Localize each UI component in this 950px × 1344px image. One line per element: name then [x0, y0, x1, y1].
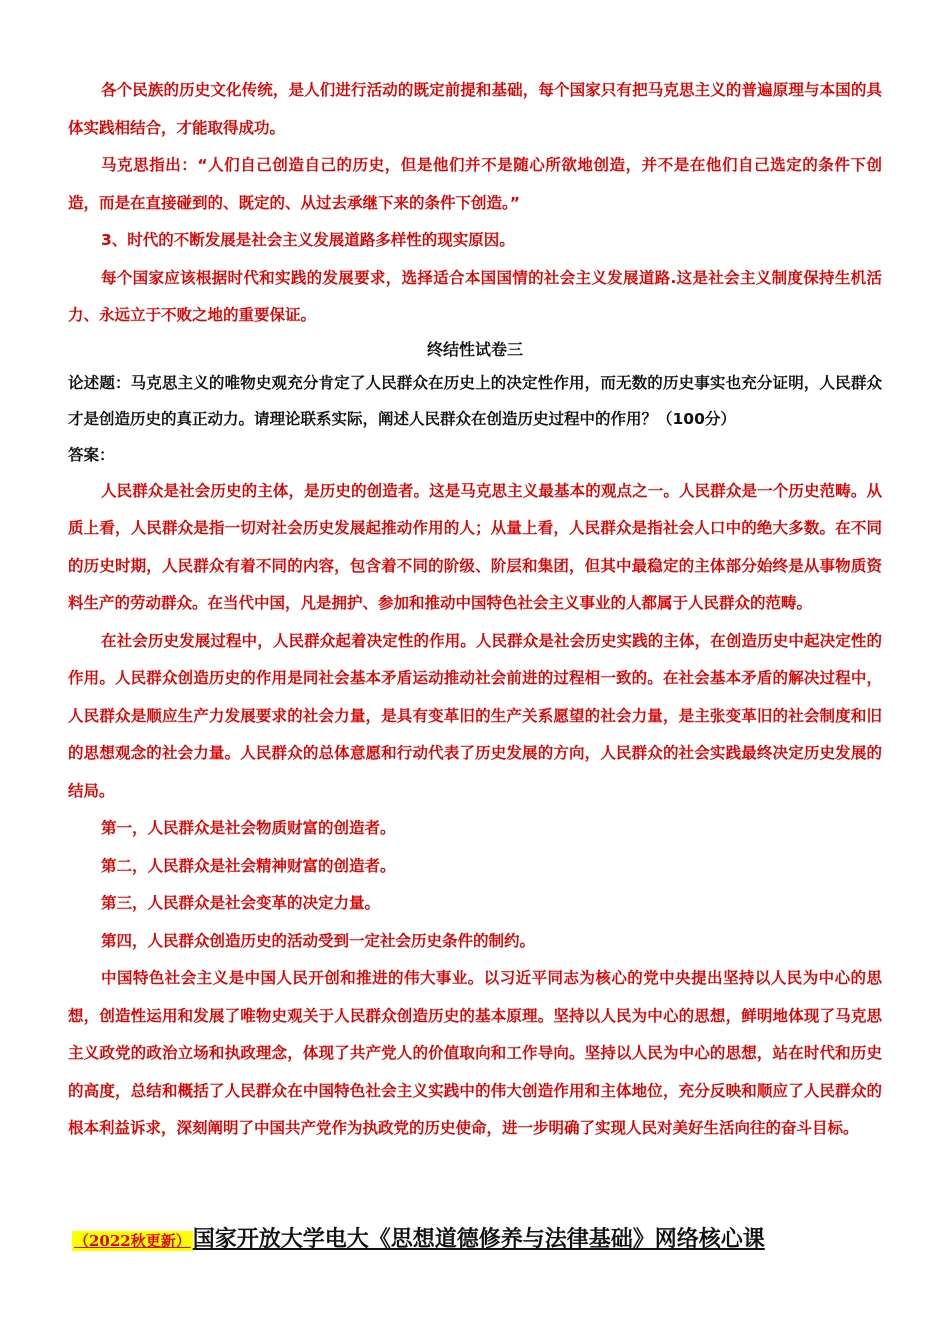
answer-point-3: 第三，人民群众是社会变革的决定力量。 [101, 894, 381, 912]
update-tag: （2022秋更新） [74, 1232, 191, 1250]
answer-label: 答案： [68, 445, 115, 464]
answer-paragraph-decisive-role: 在社会历史发展过程中，人民群众起着决定性的作用。人民群众是社会历史实践的主体，在创造历史中起决定性的作用。人民群众创造历史的作用是同社会基本矛盾运动推动社会前进的过程相一致的。在社会基本矛盾的解决过程中，人民群众是顺应生产力发展要求的社会力量，是具有变革旧的生产关系愿望的社会力量，是主张变革旧的社会制度和旧的思想观念的社会力量。人民群众的总体意愿和行动代表了历史发展的方向，人民群众的社会实践最终决定历史发展的结局。 [68, 631, 882, 800]
paragraph-point-3: 3、时代的不断发展是社会主义发展道路多样性的现实原因。 [101, 231, 515, 249]
answer-point-1: 第一，人民群众是社会物质财富的创造者。 [101, 819, 396, 837]
essay-question: 论述题：马克思主义的唯物史观充分肯定了人民群众在历史上的决定性作用，而无数的历史事实也充分证明，人民群众才是创造历史的真正动力。请理论联系实际，阐述人民群众在创造历史过程中的作用？（100分） [68, 373, 882, 428]
answer-point-4: 第四，人民群众创造历史的活动受到一定社会历史条件的制约。 [101, 931, 536, 950]
answer-point-2: 第二，人民群众是社会精神财富的创造者。 [101, 856, 396, 875]
course-title: 国家开放大学电大《思想道德修养与法律基础》网络核心课 [192, 1226, 765, 1252]
paragraph-development-path: 每个国家应该根据时代和实践的发展要求，选择适合本国国情的社会主义发展道路.这是社会主义制度保持生机活力、永远立于不败之地的重要保证。 [68, 268, 882, 324]
section-title: 终结性试卷三 [426, 339, 523, 359]
paragraph-marx-quote: 马克思指出：“人们自己创造自己的历史，但是他们并不是随心所欲地创造，并不是在他们自己选定的条件下创造，而是在直接碰到的、既定的、从过去承继下来的条件下创造。” [68, 156, 882, 212]
answer-paragraph-socialism: 中国特色社会主义是中国人民开创和推进的伟大事业。以习近平同志为核心的党中央提出坚持以人民为中心的思想，创造性运用和发展了唯物史观关于人民群众创造历史的基本原理。坚持以人民为中心的思想，鲜明地体现了马克思主义政党的政治立场和执政理念，体现了共产党人的价值取向和工作导向。坚持以人民为中心的思想，站在时代和历史的高度，总结和概括了人民群众在中国特色社会主义实践中的伟大创造作用和主体地位，充分反映和顺应了人民群众的根本利益诉求，深刻阐明了中国共产党作为执政党的历史使命，进一步明确了实现人民对美好生活向往的奋斗目标。 [68, 969, 882, 1137]
answer-paragraph-subject: 人民群众是社会历史的主体，是历史的创造者。这是马克思主义最基本的观点之一。人民群众是一个历史范畴。从质上看，人民群众是指一切对社会历史发展起推动作用的人；从量上看，人民群众是指社会人口中的绝大多数。在不同的历史时期，人民群众有着不同的内容，包含着不同的阶级、阶层和集团，但其中最稳定的主体部分始终是从事物质资料生产的劳动群众。在当代中国，凡是拥护、参加和推动中国特色社会主义事业的人都属于人民群众的范畴。 [68, 481, 882, 612]
paragraph-history-culture: 各个民族的历史文化传统，是人们进行活动的既定前提和基础，每个国家只有把马克思主义的普遍原理与本国的具体实践相结合，才能取得成功。 [68, 81, 882, 137]
footer-banner [72, 1222, 882, 1253]
document-page [68, 72, 882, 1148]
